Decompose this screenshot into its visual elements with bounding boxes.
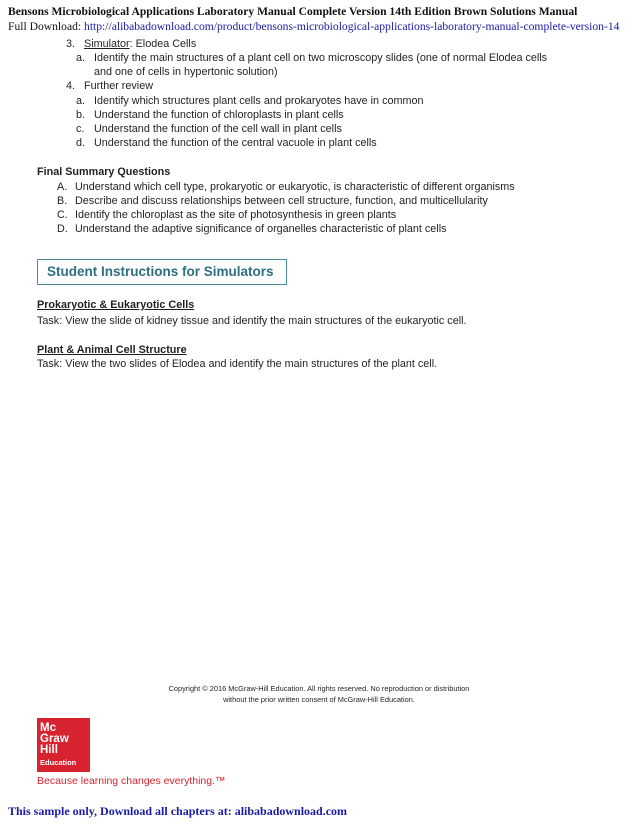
item-4b-letter: b. [76, 109, 86, 121]
logo-line3: Hill [40, 744, 58, 756]
final-summary-heading: Final Summary Questions [37, 166, 171, 178]
item-3-text: : Elodea Cells [129, 38, 197, 50]
sim2-title-text: Plant & Animal Cell Structure [37, 344, 187, 356]
item-3a-line2: and one of cells in hypertonic solution) [94, 66, 278, 78]
summary-a-letter: A. [57, 181, 68, 193]
item-4a: Identify which structures plant cells and prokaryotes have in common [94, 95, 424, 107]
item-3-number: 3. [66, 38, 76, 50]
sim2-task: Task: View the two slides of Elodea and identify the main structures of the plant cell. [37, 358, 438, 370]
item-4d: Understand the function of the central vacuole in plant cells [94, 137, 377, 149]
summary-c: Identify the chloroplast as the site of photosynthesis in green plants [75, 209, 397, 221]
download-label: Full Download: [8, 20, 85, 33]
summary-d-letter: D. [57, 223, 68, 235]
student-instructions-heading: Student Instructions for Simulators [37, 259, 287, 285]
logo-line4: Education [40, 758, 77, 767]
document-title: Bensons Microbiological Applications Laboratory Manual Complete Version 14th Edition Brown Solutions Manual [8, 5, 578, 18]
copyright-line1: Copyright © 2016 McGraw-Hill Education. All rights reserved. No reproduction or distribution [168, 684, 470, 693]
logo-tagline: Because learning changes everything.™ [37, 775, 226, 787]
download-link[interactable]: http://alibabadownload.com/product/bensons-microbiological-applications-laboratory-manual-complete-version-14 [84, 20, 620, 33]
copyright-line2: without the prior written consent of McGraw-Hill Education. [223, 695, 415, 704]
item-4a-letter: a. [76, 95, 86, 107]
logo-line2: Graw [40, 733, 69, 745]
item-3a-letter: a. [76, 52, 86, 64]
sim1-task: Task: View the slide of kidney tissue and identify the main structures of the eukaryotic cell. [37, 315, 467, 327]
item-4d-letter: d. [76, 137, 86, 149]
summary-c-letter: C. [57, 209, 68, 221]
summary-b-letter: B. [57, 195, 68, 207]
logo-line1: Mc [40, 722, 56, 734]
item-4b: Understand the function of chloroplasts in plant cells [94, 109, 344, 121]
summary-a: Understand which cell type, prokaryotic or eukaryotic, is characteristic of different organisms [75, 181, 515, 193]
item-3a-line1: Identify the main structures of a plant cell on two microscopy slides (one of normal Elodea cells [94, 52, 548, 64]
summary-b: Describe and discuss relationships between cell structure, function, and multicellularity [75, 195, 488, 207]
item-4: Further review [84, 80, 153, 92]
item-4-number: 4. [66, 80, 76, 92]
sim1-title [37, 299, 194, 312]
copyright-notice [0, 683, 638, 705]
footer-download-note[interactable]: This sample only, Download all chapters at: alibabadownload.com [8, 804, 348, 818]
summary-d: Understand the adaptive significance of organelles characteristic of plant cells [75, 223, 447, 235]
sim1-title-text: Prokaryotic & Eukaryotic Cells [37, 299, 195, 311]
download-line [8, 20, 619, 33]
item-4c: Understand the function of the cell wall in plant cells [94, 123, 342, 135]
item-4c-letter: c. [76, 123, 85, 135]
item-3 [84, 38, 196, 51]
simulator-link[interactable]: Simulator [84, 38, 130, 50]
sim2-title [37, 344, 187, 357]
mcgraw-hill-logo [37, 718, 90, 772]
